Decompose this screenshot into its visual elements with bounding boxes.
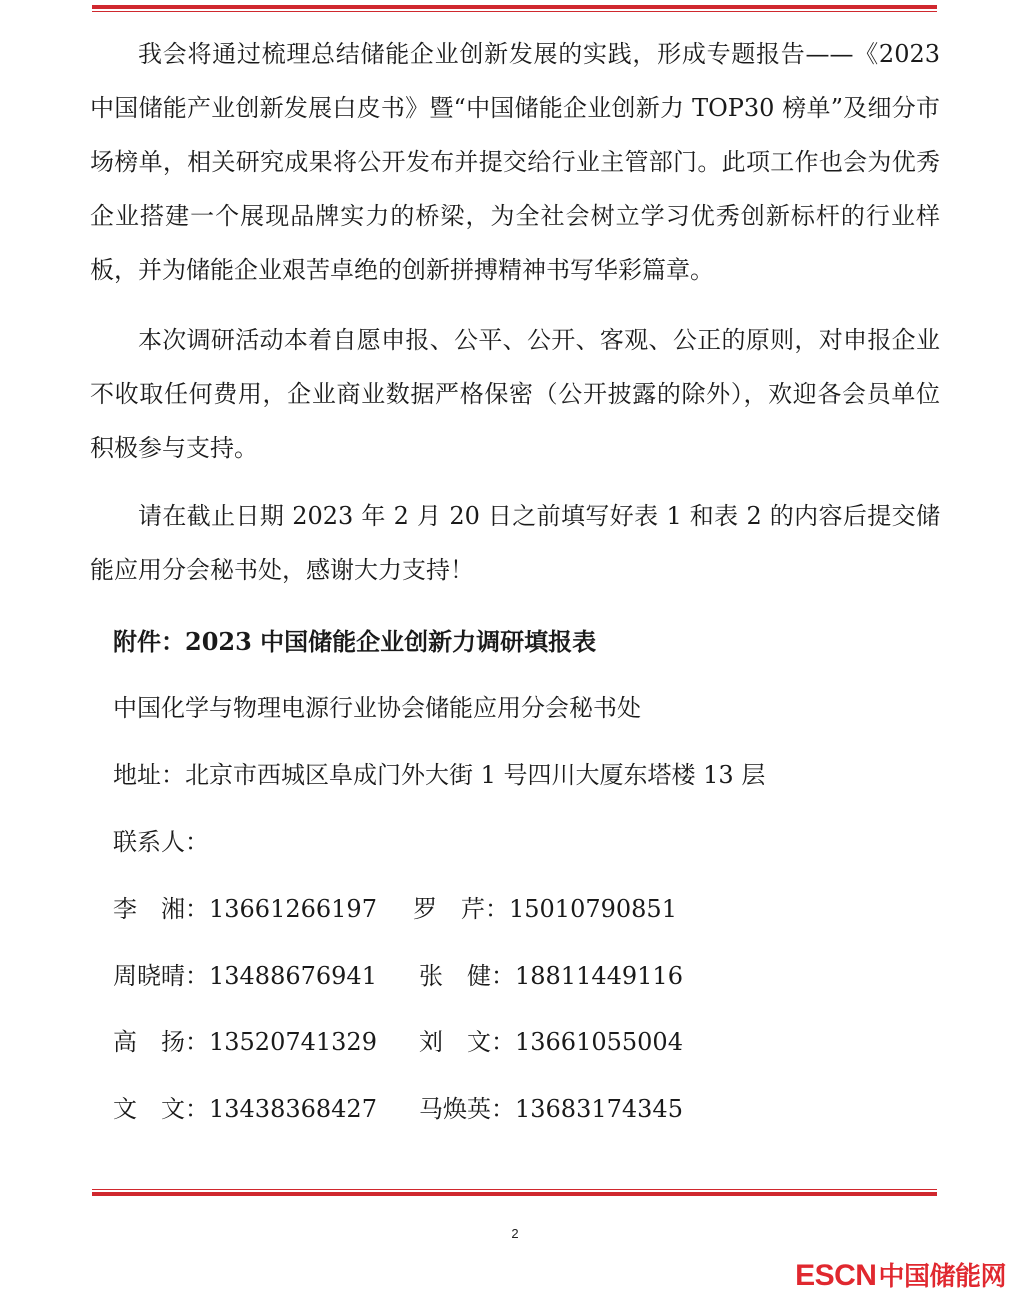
contact-zhou-xiaoqing: 周晓晴：13488676941 [113, 962, 377, 990]
paragraph-deadline: 请在截止日期 2023 年 2 月 20 日之前填写好表 1 和表 2 的内容后提交储能应用分会秘书处，感谢大力支持！ [90, 502, 940, 584]
page-number: 2 [511, 1226, 519, 1241]
logo-latin: ESCN [795, 1259, 877, 1292]
footer-rule [92, 1189, 937, 1196]
contact-wen-wen: 文 文：13438368427 [113, 1095, 377, 1123]
logo-chinese: 中国储能网 [878, 1262, 1006, 1292]
paragraph-report: 我会将通过梳理总结储能企业创新发展的实践，形成专题报告——《2023中国储能产业创新发展白皮书》暨“中国储能企业创新力 TOP30 榜单”及细分市场榜单，相关研究成果将公开发布并提交给行业主管部门。此项工作也会为优秀企业搭建一个展现品牌实力的桥梁，为全社会树立学习优秀创新标杆的行业样板，并为储能企业艰苦卓绝的创新拼搏精神书写华彩篇章。 [90, 40, 940, 284]
contact-ma-huanying: 马焕英：13683174345 [419, 1095, 683, 1123]
contact-label: 联系人： [113, 828, 209, 856]
paragraph-principles: 本次调研活动本着自愿申报、公平、公开、客观、公正的原则，对申报企业不收取任何费用，企业商业数据严格保密（公开披露的除外），欢迎各会员单位积极参与支持。 [90, 326, 940, 462]
contact-luo-qin: 罗 芹：15010790851 [413, 895, 677, 923]
contact-liu-wen: 刘 文：13661055004 [419, 1028, 683, 1056]
attachment-title: 附件：2023 中国储能企业创新力调研填报表 [113, 627, 597, 656]
contact-gao-yang: 高 扬：13520741329 [113, 1028, 377, 1056]
header-rule [92, 5, 937, 12]
contact-zhang-jian: 张 健：18811449116 [419, 962, 683, 990]
contact-li-xiang: 李 湘：13661266197 [113, 895, 377, 923]
escn-logo [795, 1256, 1006, 1293]
organization-name: 中国化学与物理电源行业协会储能应用分会秘书处 [113, 694, 641, 722]
address: 地址：北京市西城区阜成门外大街 1 号四川大厦东塔楼 13 层 [113, 761, 766, 789]
